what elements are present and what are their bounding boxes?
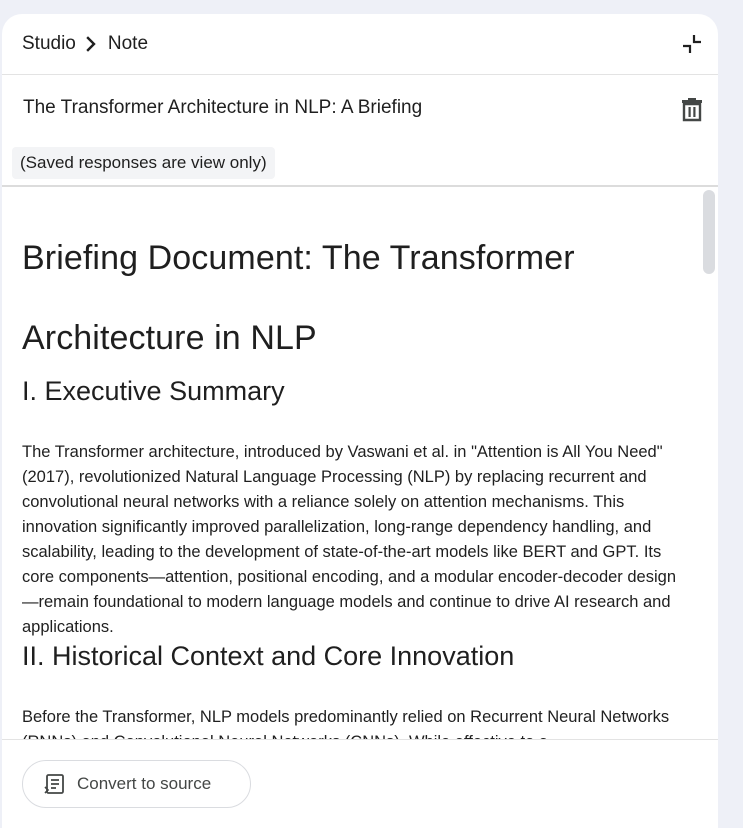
breadcrumb-note: Note bbox=[107, 33, 149, 54]
document-title-line2: Architecture in NLP bbox=[22, 319, 317, 357]
panel-header bbox=[2, 14, 718, 75]
section-heading: II. Historical Context and Core Innovation bbox=[22, 641, 515, 671]
collapse-icon bbox=[680, 32, 704, 56]
convert-source-icon bbox=[44, 773, 66, 795]
scrollbar-thumb[interactable] bbox=[703, 190, 715, 274]
document-title bbox=[22, 218, 682, 378]
chevron-right-icon bbox=[80, 34, 104, 54]
section-heading: I. Executive Summary bbox=[22, 376, 285, 406]
trash-icon bbox=[679, 95, 705, 123]
collapse-button[interactable] bbox=[680, 32, 704, 56]
section-body: Before the Transformer, NLP models predominantly relied on Recurrent Neural Networks bbox=[22, 708, 670, 726]
note-panel bbox=[2, 14, 718, 827]
note-title: The Transformer Architecture in NLP: A Briefing bbox=[23, 97, 423, 118]
convert-to-source-button[interactable] bbox=[22, 760, 251, 808]
note-content[interactable] bbox=[2, 187, 718, 739]
note-title-row bbox=[2, 75, 718, 141]
delete-button[interactable] bbox=[679, 95, 705, 123]
scrollbar[interactable] bbox=[702, 190, 716, 735]
panel-footer bbox=[2, 739, 718, 828]
section-body: The Transformer architecture, introduced by Vaswani et al. in "Attention is All You Need" (2017), revolutionized Natural Language Processing (NLP) by replacing recurrent and convolutional neural networks with a reliance solely on attention mechanisms. This innovation significantly improved parallelization, long-range dependency handling, and scalability, leading to the development of state-of-the-art models like BERT and GPT. Its core components—attention, positional encoding, and a modular encoder-decoder design—remain foundational to modern language models and continue to drive AI research and applications. bbox=[22, 443, 677, 636]
breadcrumb bbox=[22, 33, 148, 55]
view-only-notice: (Saved responses are view only) bbox=[12, 147, 275, 179]
document-title-line1: Briefing Document: The Transformer bbox=[22, 239, 575, 277]
breadcrumb-studio[interactable]: Studio bbox=[22, 33, 76, 54]
convert-to-source-label: Convert to source bbox=[77, 774, 212, 793]
